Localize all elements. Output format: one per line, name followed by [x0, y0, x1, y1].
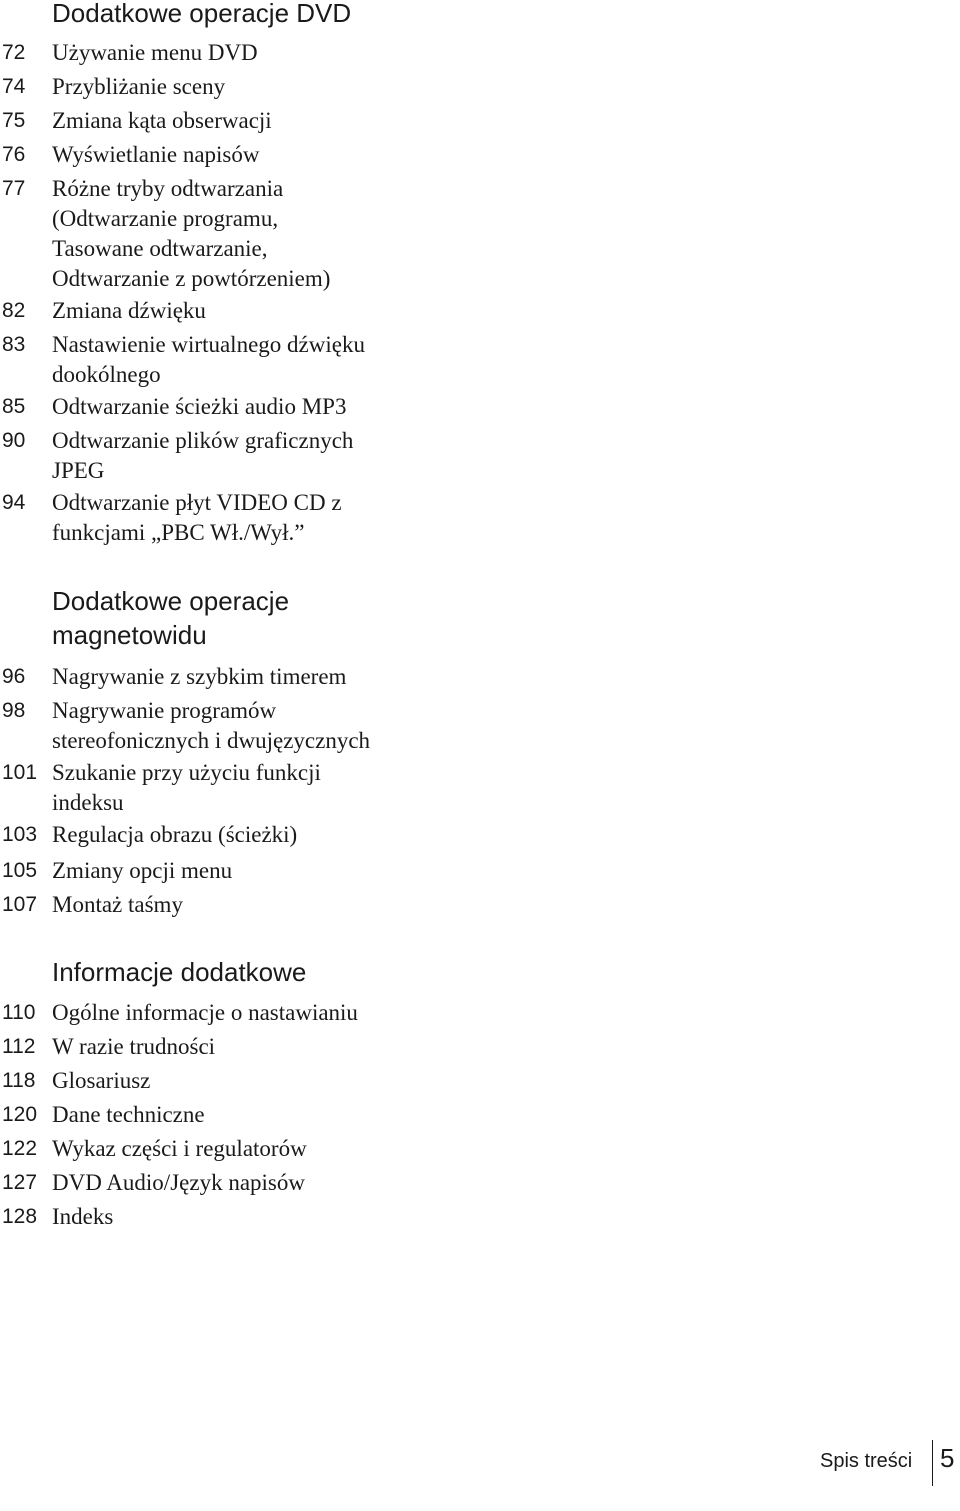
section-heading-line: Dodatkowe operacje: [52, 586, 290, 616]
toc-entry-title: [52, 696, 442, 756]
toc-entry-line: Indeks: [52, 1204, 114, 1229]
toc-entry-title: [52, 856, 442, 886]
toc-entry-line: Przybliżanie sceny: [52, 74, 226, 99]
section-heading: [52, 584, 289, 652]
toc-page-number: 127: [2, 1171, 38, 1194]
toc-page-number: 105: [2, 859, 38, 882]
toc-entry-line: DVD Audio/Język napisów: [52, 1170, 305, 1195]
toc-page-number: 83: [2, 333, 26, 356]
toc-entry-line: Nagrywanie z szybkim timerem: [52, 664, 347, 689]
toc-entry-title: [52, 296, 442, 326]
toc-entry-line: Ogólne informacje o nastawianiu: [52, 1000, 358, 1025]
toc-entry-line: Wyświetlanie napisów: [52, 142, 260, 167]
page-number: 5: [940, 1443, 955, 1473]
toc-entry-title: [52, 1134, 442, 1164]
toc-entry-title: [52, 106, 442, 136]
toc-entry-title: [52, 890, 442, 920]
toc-entry-title: [52, 174, 442, 294]
toc-entry-line: Zmiana kąta obserwacji: [52, 108, 272, 133]
toc-page-number: 128: [2, 1205, 38, 1228]
toc-entry-line: Odtwarzanie z powtórzeniem): [52, 266, 331, 291]
toc-entry[interactable]: [0, 820, 440, 860]
toc-entry-line: stereofonicznych i dwujęzycznych: [52, 728, 371, 753]
toc-entry-title: [52, 140, 442, 170]
toc-page-number: 96: [2, 665, 26, 688]
toc-entry-line: Odtwarzanie płyt VIDEO CD z: [52, 490, 342, 515]
toc-page-number: 85: [2, 395, 26, 418]
toc-entry[interactable]: [0, 1202, 440, 1242]
toc-entry-title: [52, 1168, 442, 1198]
toc-page-number: 110: [2, 1001, 36, 1024]
toc-page-number: 77: [2, 177, 26, 200]
toc-page-number: 90: [2, 429, 26, 452]
toc-entry-title: [52, 72, 442, 102]
toc-entry-title: [52, 820, 442, 850]
toc-entry[interactable]: [0, 330, 440, 387]
toc-entry-line: Regulacja obrazu (ścieżki): [52, 822, 298, 847]
toc-entry-line: Tasowane odtwarzanie,: [52, 236, 268, 261]
toc-entry-line: Zmiana dźwięku: [52, 298, 206, 323]
toc-entry-line: dookólnego: [52, 362, 161, 387]
toc-entry-line: Glosariusz: [52, 1068, 151, 1093]
toc-entry-line: Odtwarzanie plików graficznych: [52, 428, 354, 453]
toc-entry-title: [52, 426, 442, 486]
toc-entry-title: [52, 998, 442, 1028]
toc-page-number: 75: [2, 109, 26, 132]
section-heading-line: magnetowidu: [52, 620, 207, 650]
toc-entry-title: [52, 330, 442, 390]
toc-page-number: 101: [2, 761, 38, 784]
toc-entry[interactable]: [0, 488, 440, 545]
section-heading: Informacje dodatkowe: [52, 957, 307, 987]
toc-entry-title: [52, 488, 442, 548]
toc-entry-title: [52, 1032, 442, 1062]
toc-page-number: 118: [2, 1069, 36, 1092]
toc-entry[interactable]: [0, 758, 440, 815]
toc-entry-title: [52, 392, 442, 422]
toc-entry-title: [52, 1100, 442, 1130]
toc-entry-line: Różne tryby odtwarzania: [52, 176, 284, 201]
footer-divider: [932, 1440, 933, 1486]
toc-entry[interactable]: [0, 696, 440, 753]
section-heading: Dodatkowe operacje DVD: [52, 0, 352, 28]
toc-entry-title: [52, 1066, 442, 1096]
toc-page-number: 94: [2, 491, 26, 514]
toc-page-number: 107: [2, 893, 38, 916]
toc-page-number: 98: [2, 699, 26, 722]
toc-entry[interactable]: [0, 426, 440, 483]
toc-entry-line: Zmiany opcji menu: [52, 858, 233, 883]
toc-page-number: 112: [2, 1035, 36, 1058]
toc-page-number: 72: [2, 41, 26, 64]
toc-entry-line: Montaż taśmy: [52, 892, 183, 917]
toc-entry[interactable]: [0, 890, 440, 930]
toc-entry-line: Odtwarzanie ścieżki audio MP3: [52, 394, 347, 419]
toc-entry-title: [52, 758, 442, 818]
toc-page-number: 76: [2, 143, 26, 166]
toc-entry-title: [52, 662, 442, 692]
toc-entry-line: (Odtwarzanie programu,: [52, 206, 279, 231]
toc-entry-title: [52, 1202, 442, 1232]
toc-page-number: 82: [2, 299, 26, 322]
toc-entry-line: Dane techniczne: [52, 1102, 205, 1127]
toc-page-number: 103: [2, 823, 38, 846]
toc-entry-line: Używanie menu DVD: [52, 40, 258, 65]
footer-label: Spis treści: [820, 1450, 913, 1472]
toc-entry-title: [52, 38, 442, 68]
toc-page-number: 74: [2, 75, 26, 98]
toc-entry[interactable]: [0, 174, 440, 291]
toc-page-number: 120: [2, 1103, 38, 1126]
toc-entry-line: JPEG: [52, 458, 105, 483]
toc-entry-line: Wykaz części i regulatorów: [52, 1136, 307, 1161]
toc-entry-line: W razie trudności: [52, 1034, 216, 1059]
toc-entry-line: Nagrywanie programów: [52, 698, 277, 723]
toc-entry-line: funkcjami „PBC Wł./Wył.”: [52, 520, 305, 545]
toc-entry-line: Szukanie przy użyciu funkcji: [52, 760, 321, 785]
toc-entry-line: Nastawienie wirtualnego dźwięku: [52, 332, 365, 357]
toc-entry-line: indeksu: [52, 790, 124, 815]
toc-page-number: 122: [2, 1137, 38, 1160]
